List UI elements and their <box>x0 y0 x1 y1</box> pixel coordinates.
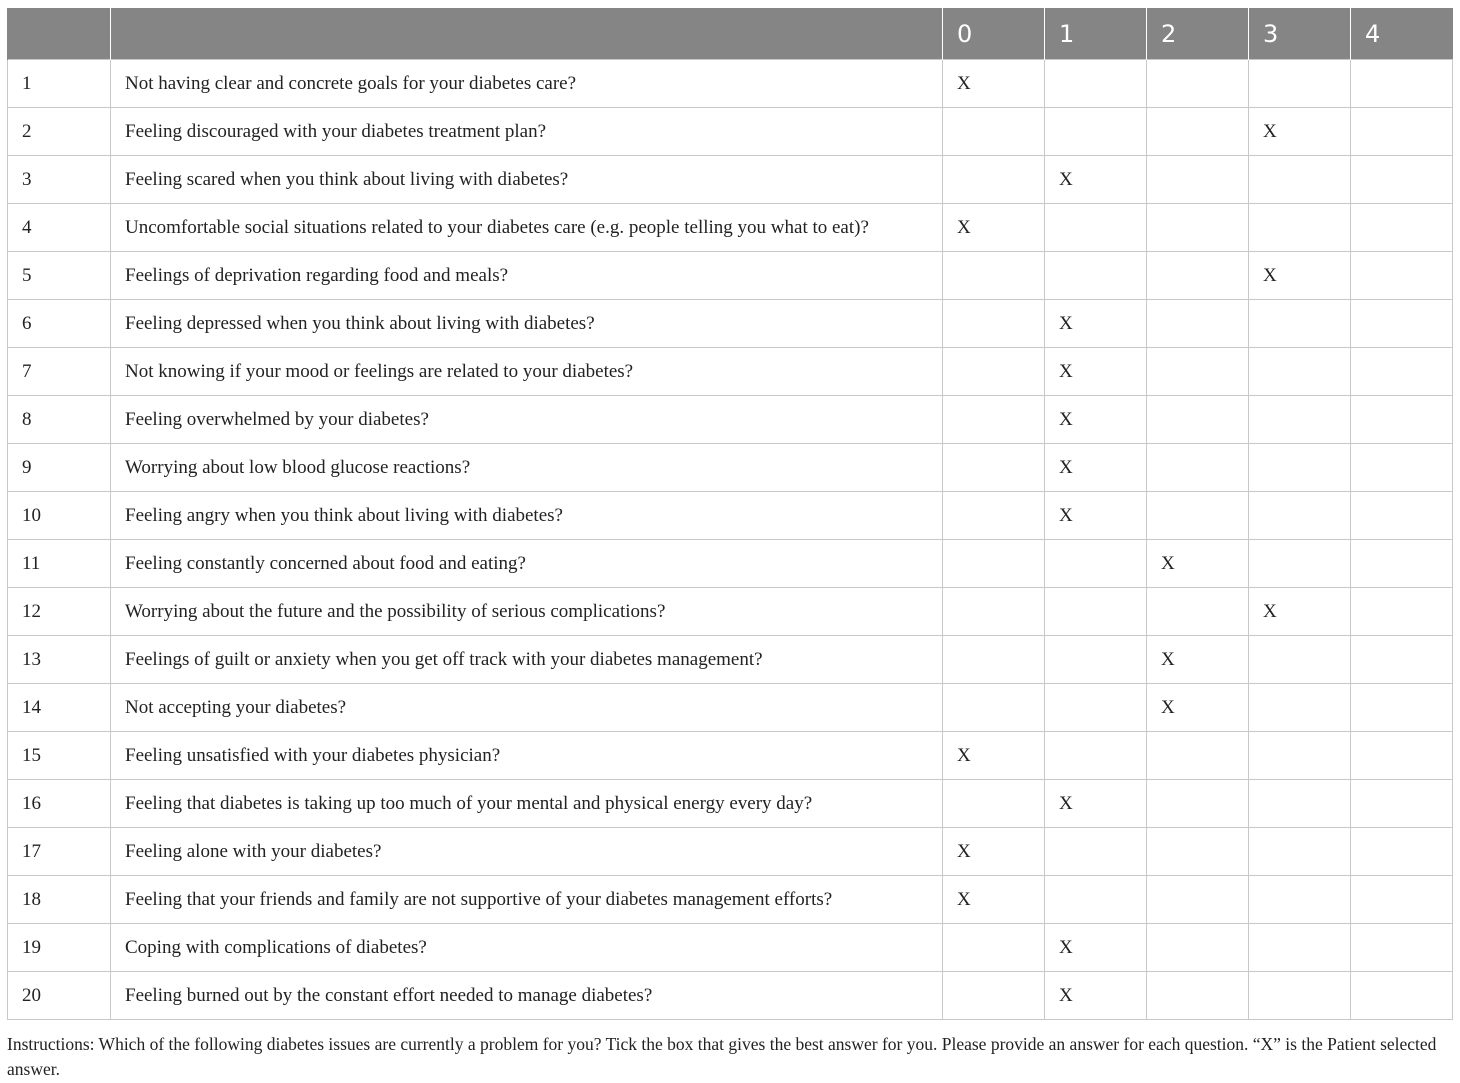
answer-cell-1 <box>1045 540 1147 588</box>
row-question: Coping with complications of diabetes? <box>111 924 943 972</box>
table-row <box>8 444 1453 492</box>
row-number: 13 <box>8 636 111 684</box>
header-row <box>8 8 1453 60</box>
answer-cell-0 <box>943 156 1045 204</box>
answer-cell-1 <box>1045 876 1147 924</box>
answer-cell-3 <box>1249 972 1351 1020</box>
answer-cell-4 <box>1351 252 1453 300</box>
answer-cell-3 <box>1249 828 1351 876</box>
answer-cell-4 <box>1351 780 1453 828</box>
answer-cell-2 <box>1147 492 1249 540</box>
row-question: Worrying about low blood glucose reactions? <box>111 444 943 492</box>
answer-cell-4 <box>1351 444 1453 492</box>
header-scale-3: 3 <box>1249 8 1351 60</box>
row-number: 11 <box>8 540 111 588</box>
answer-cell-1 <box>1045 684 1147 732</box>
answer-cell-4 <box>1351 684 1453 732</box>
table-row <box>8 732 1453 780</box>
answer-cell-1: X <box>1045 300 1147 348</box>
answer-cell-2 <box>1147 60 1249 108</box>
table-row <box>8 156 1453 204</box>
answer-cell-2 <box>1147 348 1249 396</box>
table-row <box>8 492 1453 540</box>
row-number: 4 <box>8 204 111 252</box>
table-row <box>8 588 1453 636</box>
answer-cell-3: X <box>1249 588 1351 636</box>
answer-cell-0 <box>943 780 1045 828</box>
answer-cell-4 <box>1351 348 1453 396</box>
table-row <box>8 348 1453 396</box>
table-row <box>8 396 1453 444</box>
table-row <box>8 780 1453 828</box>
answer-cell-0 <box>943 444 1045 492</box>
answer-cell-3 <box>1249 924 1351 972</box>
row-question: Feeling overwhelmed by your diabetes? <box>111 396 943 444</box>
answer-cell-3: X <box>1249 252 1351 300</box>
table-footnote: Instructions: Which of the following diabetes issues are currently a problem for you? Tick the box that gives the best answer for you. Please provide an answer for each question. “X” is the Patient selected answer. <box>7 1034 1437 1079</box>
answer-cell-0 <box>943 540 1045 588</box>
answer-cell-2 <box>1147 588 1249 636</box>
answer-cell-2: X <box>1147 636 1249 684</box>
answer-cell-3 <box>1249 636 1351 684</box>
row-question: Feeling angry when you think about living with diabetes? <box>111 492 943 540</box>
answer-cell-0 <box>943 588 1045 636</box>
answer-cell-3 <box>1249 780 1351 828</box>
table-row <box>8 300 1453 348</box>
answer-cell-0 <box>943 300 1045 348</box>
table-row <box>8 108 1453 156</box>
row-number: 5 <box>8 252 111 300</box>
answer-cell-0 <box>943 108 1045 156</box>
table-row <box>8 924 1453 972</box>
answer-cell-3 <box>1249 300 1351 348</box>
answer-cell-2 <box>1147 924 1249 972</box>
row-question: Not knowing if your mood or feelings are related to your diabetes? <box>111 348 943 396</box>
row-number: 19 <box>8 924 111 972</box>
answer-cell-1 <box>1045 732 1147 780</box>
answer-cell-0 <box>943 492 1045 540</box>
answer-cell-0: X <box>943 732 1045 780</box>
answer-cell-4 <box>1351 156 1453 204</box>
answer-cell-1 <box>1045 588 1147 636</box>
row-number: 14 <box>8 684 111 732</box>
table-row <box>8 636 1453 684</box>
answer-cell-1: X <box>1045 444 1147 492</box>
answer-cell-2 <box>1147 252 1249 300</box>
row-number: 3 <box>8 156 111 204</box>
answer-cell-2 <box>1147 156 1249 204</box>
answer-cell-0 <box>943 972 1045 1020</box>
answer-cell-1 <box>1045 108 1147 156</box>
answer-cell-3 <box>1249 60 1351 108</box>
answer-cell-3 <box>1249 684 1351 732</box>
table-row <box>8 828 1453 876</box>
row-question: Not having clear and concrete goals for your diabetes care? <box>111 60 943 108</box>
table-row <box>8 60 1453 108</box>
answer-cell-2 <box>1147 972 1249 1020</box>
header-scale-1: 1 <box>1045 8 1147 60</box>
answer-cell-4 <box>1351 300 1453 348</box>
answer-cell-4 <box>1351 204 1453 252</box>
answer-cell-2 <box>1147 876 1249 924</box>
row-number: 18 <box>8 876 111 924</box>
answer-cell-3: X <box>1249 108 1351 156</box>
answer-cell-4 <box>1351 108 1453 156</box>
answer-cell-4 <box>1351 732 1453 780</box>
answer-cell-1: X <box>1045 924 1147 972</box>
answer-cell-1 <box>1045 60 1147 108</box>
questionnaire-table-container <box>7 8 1453 1020</box>
row-number: 7 <box>8 348 111 396</box>
row-question: Feelings of guilt or anxiety when you get off track with your diabetes management? <box>111 636 943 684</box>
table-body <box>8 60 1453 1020</box>
header-scale-2: 2 <box>1147 8 1249 60</box>
answer-cell-0 <box>943 636 1045 684</box>
answer-cell-0: X <box>943 828 1045 876</box>
answer-cell-2 <box>1147 204 1249 252</box>
answer-cell-3 <box>1249 876 1351 924</box>
answer-cell-4 <box>1351 60 1453 108</box>
row-question: Feeling depressed when you think about living with diabetes? <box>111 300 943 348</box>
row-number: 17 <box>8 828 111 876</box>
answer-cell-4 <box>1351 636 1453 684</box>
answer-cell-3 <box>1249 348 1351 396</box>
answer-cell-2 <box>1147 396 1249 444</box>
row-question: Feeling unsatisfied with your diabetes physician? <box>111 732 943 780</box>
answer-cell-1 <box>1045 252 1147 300</box>
row-number: 6 <box>8 300 111 348</box>
answer-cell-1: X <box>1045 396 1147 444</box>
row-number: 12 <box>8 588 111 636</box>
answer-cell-3 <box>1249 492 1351 540</box>
answer-cell-4 <box>1351 492 1453 540</box>
answer-cell-4 <box>1351 972 1453 1020</box>
answer-cell-1: X <box>1045 348 1147 396</box>
answer-cell-2 <box>1147 444 1249 492</box>
questionnaire-table <box>7 8 1453 1020</box>
answer-cell-4 <box>1351 396 1453 444</box>
answer-cell-1: X <box>1045 780 1147 828</box>
answer-cell-1: X <box>1045 972 1147 1020</box>
row-number: 2 <box>8 108 111 156</box>
answer-cell-0 <box>943 684 1045 732</box>
row-number: 9 <box>8 444 111 492</box>
row-number: 15 <box>8 732 111 780</box>
answer-cell-0: X <box>943 204 1045 252</box>
row-question: Feeling discouraged with your diabetes treatment plan? <box>111 108 943 156</box>
answer-cell-4 <box>1351 828 1453 876</box>
answer-cell-2 <box>1147 108 1249 156</box>
answer-cell-3 <box>1249 732 1351 780</box>
table-row <box>8 540 1453 588</box>
header-scale-4: 4 <box>1351 8 1453 60</box>
table-row <box>8 684 1453 732</box>
row-number: 1 <box>8 60 111 108</box>
row-question: Feelings of deprivation regarding food and meals? <box>111 252 943 300</box>
answer-cell-1: X <box>1045 156 1147 204</box>
table-row <box>8 972 1453 1020</box>
answer-cell-4 <box>1351 588 1453 636</box>
header-number <box>8 8 111 60</box>
row-question: Not accepting your diabetes? <box>111 684 943 732</box>
table-row <box>8 876 1453 924</box>
answer-cell-3 <box>1249 444 1351 492</box>
row-number: 10 <box>8 492 111 540</box>
answer-cell-2: X <box>1147 684 1249 732</box>
answer-cell-0 <box>943 252 1045 300</box>
answer-cell-4 <box>1351 876 1453 924</box>
answer-cell-3 <box>1249 540 1351 588</box>
answer-cell-0: X <box>943 876 1045 924</box>
answer-cell-1 <box>1045 636 1147 684</box>
row-question: Worrying about the future and the possibility of serious complications? <box>111 588 943 636</box>
row-number: 20 <box>8 972 111 1020</box>
row-question: Feeling alone with your diabetes? <box>111 828 943 876</box>
row-number: 16 <box>8 780 111 828</box>
answer-cell-3 <box>1249 156 1351 204</box>
answer-cell-0 <box>943 348 1045 396</box>
answer-cell-0: X <box>943 60 1045 108</box>
answer-cell-1: X <box>1045 492 1147 540</box>
row-question: Feeling scared when you think about living with diabetes? <box>111 156 943 204</box>
answer-cell-3 <box>1249 396 1351 444</box>
row-question: Uncomfortable social situations related to your diabetes care (e.g. people telling you what to eat)? <box>111 204 943 252</box>
answer-cell-4 <box>1351 924 1453 972</box>
row-number: 8 <box>8 396 111 444</box>
table-row <box>8 252 1453 300</box>
row-question: Feeling that your friends and family are not supportive of your diabetes management efforts? <box>111 876 943 924</box>
row-question: Feeling burned out by the constant effort needed to manage diabetes? <box>111 972 943 1020</box>
answer-cell-2 <box>1147 300 1249 348</box>
row-question: Feeling that diabetes is taking up too much of your mental and physical energy every day? <box>111 780 943 828</box>
answer-cell-2: X <box>1147 540 1249 588</box>
answer-cell-1 <box>1045 204 1147 252</box>
answer-cell-0 <box>943 396 1045 444</box>
answer-cell-4 <box>1351 540 1453 588</box>
answer-cell-2 <box>1147 780 1249 828</box>
header-scale-0: 0 <box>943 8 1045 60</box>
answer-cell-3 <box>1249 204 1351 252</box>
answer-cell-0 <box>943 924 1045 972</box>
header-question <box>111 8 943 60</box>
answer-cell-1 <box>1045 828 1147 876</box>
answer-cell-2 <box>1147 828 1249 876</box>
table-row <box>8 204 1453 252</box>
answer-cell-2 <box>1147 732 1249 780</box>
row-question: Feeling constantly concerned about food and eating? <box>111 540 943 588</box>
